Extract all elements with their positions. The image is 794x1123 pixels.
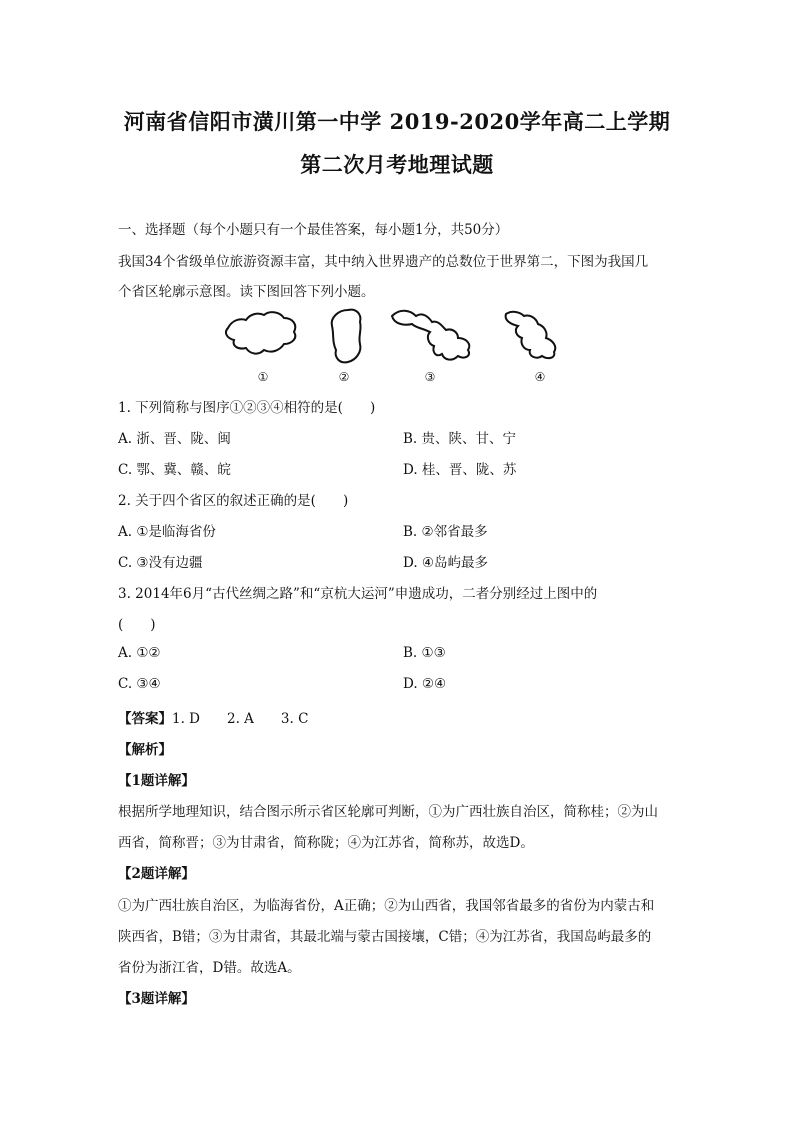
question-2-option-a: A. ①是临海省份 [118, 524, 216, 540]
q1-detail-text: 西省，简称晋；③为甘肃省，简称陇；④为江苏省，简称苏，故选D。 [118, 835, 534, 851]
question-2-option-b: B. ②邻省最多 [403, 524, 488, 540]
q2-detail-text: 陕西省，B错；③为甘肃省，其最北端与蒙古国接壤，C错；④为江苏省，我国岛屿最多的 [118, 929, 652, 945]
figure-label-1: ① [257, 370, 269, 384]
figure-label-4: ④ [534, 370, 546, 384]
section-heading: 一、选择题（每个小题只有一个最佳答案，每小题1分，共50分） [118, 222, 509, 238]
province-outline-figure [222, 306, 562, 388]
q1-detail-label: 【1题详解】 [118, 773, 195, 789]
jiangsu-outline-icon [502, 306, 562, 362]
intro-text: 我国34个省级单位旅游资源丰富，其中纳入世界遗产的总数位于世界第二，下图为我国几 [118, 254, 649, 270]
guangxi-outline-icon [222, 306, 302, 358]
shanxi-outline-icon [326, 306, 366, 366]
question-3-option-c: C. ③④ [118, 676, 161, 692]
intro-text: 个省区轮廓示意图。读下图回答下列小题。 [118, 284, 375, 300]
q2-detail-label: 【2题详解】 [118, 866, 195, 882]
question-1-option-d: D. 桂、晋、陇、苏 [403, 462, 517, 478]
q1-detail-text: 根据所学地理知识，结合图示所示省区轮廓可判断，①为广西壮族自治区，简称桂；②为山 [118, 804, 658, 820]
question-2-stem: 2. 关于四个省区的叙述正确的是( ) [118, 493, 349, 509]
question-3-option-d: D. ②④ [403, 676, 447, 692]
answer-line [118, 707, 688, 727]
question-1-option-c: C. 鄂、冀、赣、皖 [118, 462, 231, 478]
question-3-stem: 3. 2014年6月“古代丝绸之路”和“京杭大运河”申遗成功，二者分别经过上图中的 [118, 586, 598, 602]
figure-label-2: ② [338, 370, 350, 384]
q3-detail-label: 【3题详解】 [118, 991, 195, 1007]
question-3-stem-cont: ( ) [118, 617, 156, 633]
page-subtitle: 第二次月考地理试题 [300, 152, 494, 177]
question-3-option-a: A. ①② [118, 645, 161, 661]
question-1-option-a: A. 浙、晋、陇、闽 [118, 431, 231, 447]
answer-text: 1. D 2. A 3. C [172, 711, 309, 727]
question-2-option-d: D. ④岛屿最多 [403, 555, 489, 571]
analysis-label: 【解析】 [118, 742, 172, 758]
figure-label-3: ③ [424, 370, 436, 384]
question-3-option-b: B. ①③ [403, 645, 446, 661]
question-1-stem: 1. 下列简称与图序①②③④相符的是( ) [118, 400, 376, 416]
gansu-outline-icon [388, 306, 478, 366]
answer-label: 【答案】 [118, 711, 172, 727]
q2-detail-text: 省份为浙江省，D错。故选A。 [118, 960, 301, 976]
question-2-option-c: C. ③没有边疆 [118, 555, 203, 571]
page-title: 河南省信阳市潢川第一中学 2019-2020学年高二上学期 [123, 109, 671, 134]
question-1-option-b: B. 贵、陕、甘、宁 [403, 431, 517, 447]
q2-detail-text: ①为广西壮族自治区，为临海省份，A正确；②为山西省，我国邻省最多的省份为内蒙古和 [118, 898, 655, 914]
